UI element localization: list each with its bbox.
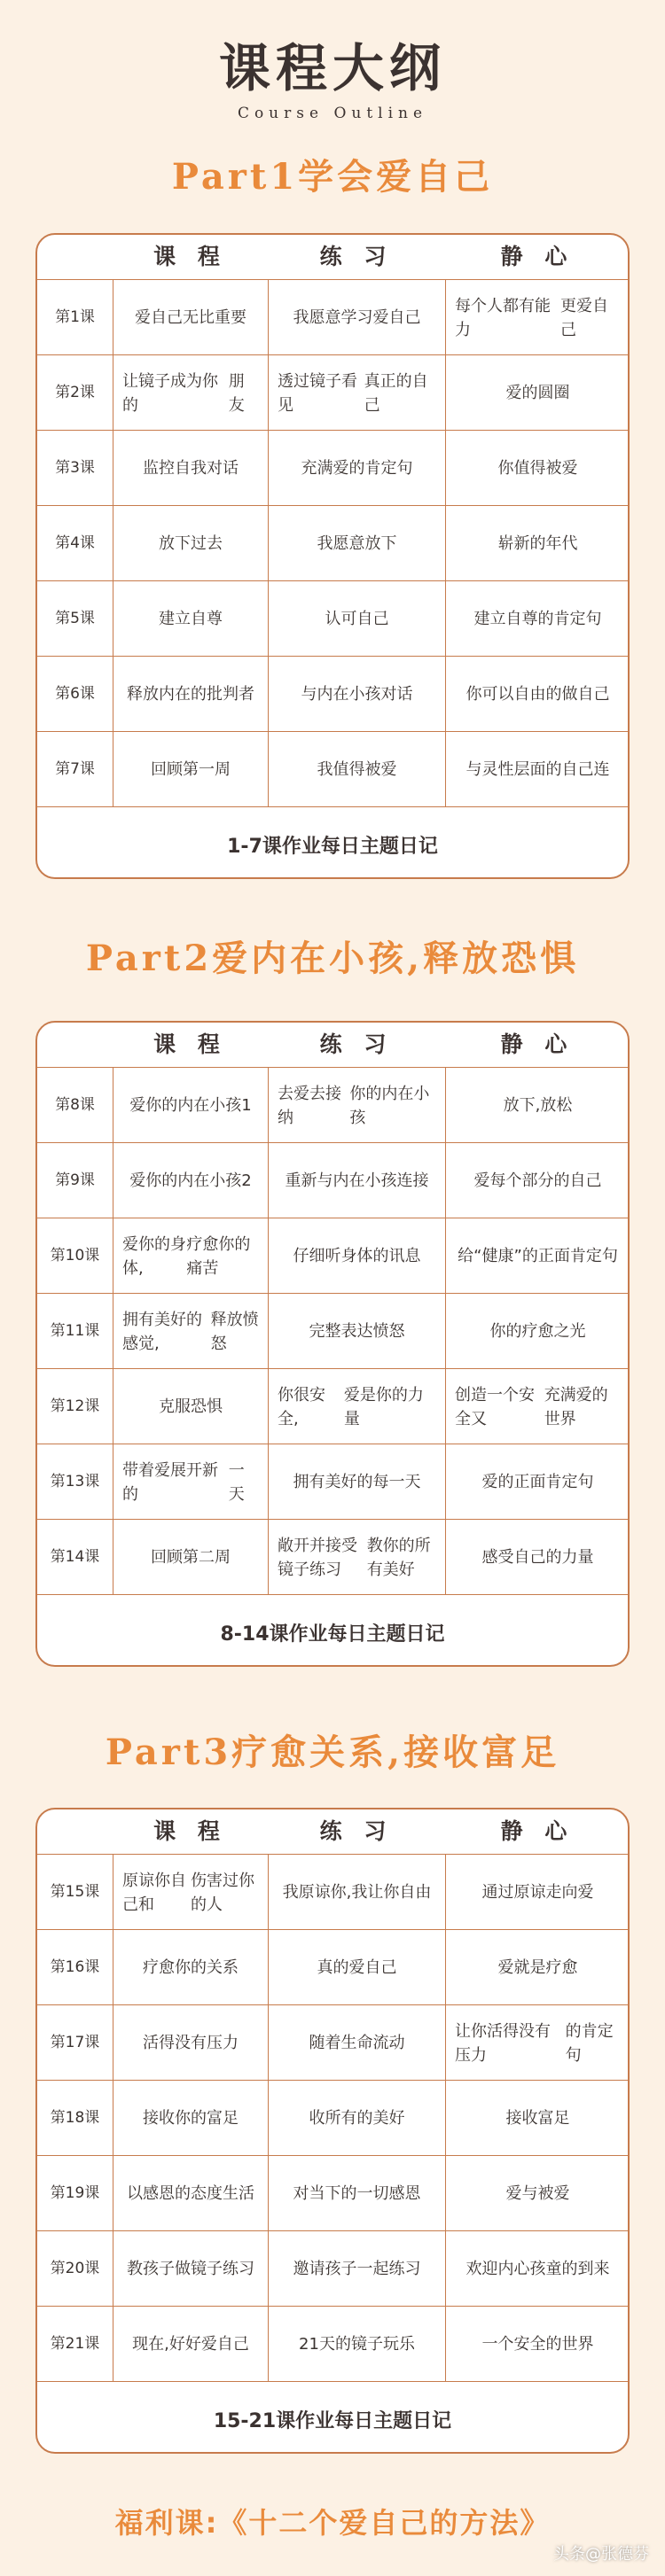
practice-cell [268,1930,445,2005]
homework-footer: 8-14课作业每日主题日记 [37,1594,628,1667]
cell-text-line: 拥有美好的每一天 [293,1473,421,1491]
meditation-cell [445,1930,630,2005]
cell-text-line: 第8课 [55,1096,95,1114]
table-row [37,1293,628,1369]
cell-text-line: 让镜子成为你的 [122,371,218,415]
cell-text-line: 真正的自己 [364,371,428,415]
cell-text-line: 的肯定句 [565,2021,614,2065]
cell-text-line: 教你的所有美好 [366,1536,431,1579]
lesson-number [37,581,113,657]
cell-text-line: 伤害过你的人 [191,1871,254,1914]
column-header: 课 程 [153,1818,227,1844]
course-cell [113,2307,268,2382]
practice-cell [268,1855,445,1930]
table-row [37,1067,628,1143]
table-row [37,1142,628,1218]
table-row [37,2155,628,2231]
cell-text-line: 克服恐惧 [159,1397,223,1416]
practice-cell [268,1520,445,1595]
table-row [37,279,628,355]
course-cell [113,2231,268,2307]
course-table [35,1021,630,1667]
cell-text-line: 监控自我对话 [143,459,239,478]
cell-text-line: 欢迎内心孩童的 [466,2260,578,2278]
lesson-number [37,1930,113,2005]
cell-text-line: 第16课 [50,1958,100,1976]
lesson-number [37,1520,113,1595]
cell-text-line: 第9课 [55,1171,95,1189]
cell-text-line: 带着爱展开新的 [122,1460,218,1504]
table-row [37,731,628,807]
cell-text-line: 认可自己 [325,610,389,628]
cell-text-line: 我让你自由 [351,1883,432,1902]
cell-text-line: 第6课 [55,685,95,703]
practice-cell [268,1143,445,1218]
table-row [37,2230,628,2307]
course-cell [113,1218,268,1294]
cell-text-line: 第3课 [55,459,95,477]
practice-cell [268,1218,445,1294]
cell-text-line: 第15课 [50,1883,100,1901]
cell-text-line: 让你活得没有压力 [455,2021,551,2065]
cell-text-line: 每个人都有能力 [455,296,551,339]
cell-text-line: 爱与被爱 [505,2184,570,2203]
meditation-cell [445,732,630,807]
cell-text-line: 第1课 [55,308,95,326]
course-table [35,233,630,879]
cell-text-line: 第17课 [50,2034,100,2051]
lesson-number [37,657,113,732]
course-cell [113,2081,268,2156]
course-cell [113,2005,268,2081]
meditation-cell [445,506,630,581]
meditation-cell [445,1068,630,1143]
lesson-number [37,1369,113,1444]
meditation-cell [445,1294,630,1369]
cell-text-line: 完整表达愤怒 [309,1322,405,1341]
lesson-number [37,355,113,431]
watermark: 头条@张德芬 [553,2545,649,2564]
page-title: 课程大纲 [218,38,446,98]
table-row [37,1929,628,2005]
column-header: 静 心 [500,1031,575,1057]
cell-text-line: 仔细听身体的讯息 [293,1247,421,1265]
cell-text-line: 与内在小孩对话 [301,685,413,704]
cell-text-line: 重新与内在 [285,1171,365,1190]
practice-cell [268,1444,445,1520]
practice-cell [268,657,445,732]
cell-text-line: 给“健康” [458,1247,522,1265]
lesson-number [37,2307,113,2382]
cell-text-line: 你很安全, [278,1385,325,1428]
lesson-number [37,732,113,807]
cell-text-line: 释放愤怒 [210,1310,259,1353]
practice-cell [268,2081,445,2156]
course-cell [113,657,268,732]
cell-text-line: 你值得被爱 [497,459,578,478]
meditation-cell [445,657,630,732]
column-header: 练 习 [319,1818,394,1844]
meditation-cell [445,1369,630,1444]
cell-text-line: 活得没有压力 [143,2034,239,2052]
cell-text-line: 爱的圆圈 [505,384,570,402]
table-row [37,1444,628,1520]
cell-text-line: 你的内在小孩 [349,1084,430,1127]
cell-text-line: 感受自己的力量 [481,1548,594,1567]
practice-cell [268,2005,445,2081]
practice-cell [268,732,445,807]
lesson-number [37,1444,113,1520]
course-table [35,1808,630,2454]
cell-text-line: 敞开并接受镜子练习 [278,1536,357,1579]
cell-text-line: 到来 [577,2260,610,2278]
cell-text-line: 第14课 [50,1548,100,1566]
meditation-cell [445,2156,630,2231]
meditation-cell [445,2231,630,2307]
cell-text-line: 通过原谅走向爱 [481,1883,594,1902]
meditation-cell [445,355,630,431]
lesson-number [37,506,113,581]
table-row [37,354,628,431]
meditation-cell [445,280,630,355]
cell-text-line: 第7课 [55,760,95,778]
table-row [37,2004,628,2081]
cell-text-line: 原谅你自己和 [122,1871,186,1914]
practice-cell [268,2156,445,2231]
cell-text-line: 朋友 [228,371,245,415]
part-heading: Part1学会爱自己 [171,156,494,198]
cell-text-line: 第18课 [50,2109,100,2127]
cell-text-line: 放下,放松 [503,1096,573,1115]
meditation-cell [445,1218,630,1294]
practice-cell [268,1068,445,1143]
cell-text-line: 接收你的富足 [143,2109,239,2128]
meditation-cell [445,1855,630,1930]
cell-text-line: 我原谅你, [282,1883,352,1902]
cell-text-line: 创造一个安全又 [455,1385,535,1428]
course-cell [113,1930,268,2005]
cell-text-line: 随着生命流动 [309,2034,405,2052]
lesson-number [37,1143,113,1218]
cell-text-line: 爱的正面肯定句 [481,1473,594,1491]
practice-cell [268,280,445,355]
part-heading: Part2爱内在小孩,释放恐惧 [85,938,580,979]
cell-text-line: 第21课 [50,2335,100,2353]
course-cell [113,1855,268,1930]
cell-text-line: 小孩连接 [364,1171,429,1190]
column-header: 练 习 [319,1031,394,1057]
column-header: 课 程 [153,244,227,269]
cell-text-line: 第19课 [50,2184,100,2202]
table-row [37,1368,628,1444]
cell-text-line: 爱自己无比重要 [135,308,246,327]
cell-text-line: 回顾第二周 [151,1548,231,1567]
homework-footer: 15-21课作业每日主题日记 [37,2381,628,2454]
lesson-number [37,2081,113,2156]
cell-text-line: 更爱自己 [560,296,608,339]
cell-text-line: 拥有美好的感觉, [122,1310,202,1353]
cell-text-line: 爱你的内在小孩1 [129,1096,252,1115]
cell-text-line: 建立自尊 [159,610,223,628]
practice-cell [268,1294,445,1369]
page-subtitle: Course Outline [237,105,428,122]
cell-text-line: 收所有的美好 [309,2109,405,2128]
cell-text-line: 一天 [228,1460,245,1504]
cell-text-line: 崭新的年代 [497,534,578,553]
practice-cell [268,581,445,657]
cell-text-line: 现在,好好爱自己 [132,2335,249,2354]
column-header: 静 心 [500,1818,575,1844]
cell-text-line: 第5课 [55,610,95,627]
course-cell [113,1444,268,1520]
lesson-number [37,1855,113,1930]
lesson-number [37,1294,113,1369]
lesson-number [37,280,113,355]
cell-text-line: 自己连 [561,760,610,779]
cell-text-line: 21天的镜子玩乐 [299,2335,415,2354]
practice-cell [268,506,445,581]
cell-text-line: 第4课 [55,534,95,552]
meditation-cell [445,1143,630,1218]
table-row [37,580,628,657]
cell-text-line: 的正面肯定句 [521,1247,618,1265]
cell-text-line: 我值得被爱 [317,760,397,779]
cell-text-line: 放下过去 [159,534,223,553]
cell-text-line: 教孩子做镜子练习 [127,2260,254,2278]
cell-text-line: 爱你的内在小孩2 [129,1171,252,1190]
table-row [37,656,628,732]
cell-text-line: 爱每个部分的自己 [473,1171,602,1190]
course-cell [113,1294,268,1369]
practice-cell [268,1369,445,1444]
course-cell [113,280,268,355]
course-cell [113,2156,268,2231]
cell-text-line: 对当下的一切感恩 [293,2184,421,2203]
course-cell [113,1520,268,1595]
course-cell [113,1143,268,1218]
cell-text-line: 你可以自由的 [466,685,562,704]
homework-footer: 1-7课作业每日主题日记 [37,806,628,879]
lesson-number [37,2156,113,2231]
table-header [37,1023,628,1067]
cell-text-line: 疗愈你的痛苦 [186,1234,251,1278]
cell-text-line: 建立自尊的肯定句 [473,610,602,628]
lesson-number [37,1068,113,1143]
practice-cell [268,431,445,506]
meditation-cell [445,2307,630,2382]
course-cell [113,506,268,581]
cell-text-line: 第11课 [50,1322,100,1340]
cell-text-line: 疗愈你的关系 [143,1958,239,1977]
cell-text-line: 我愿意放下 [317,534,397,553]
cell-text-line: 第20课 [50,2260,100,2277]
part-heading: Part3疗愈关系,接收富足 [105,1732,560,1773]
cell-text-line: 我愿意学习爱自己 [293,308,421,327]
course-cell [113,1068,268,1143]
cell-text-line: 邀请孩子一起练习 [293,2260,421,2278]
cell-text-line: 第10课 [50,1247,100,1265]
cell-text-line: 爱就是疗愈 [497,1958,578,1977]
cell-text-line: 与灵性层面的 [466,760,562,779]
table-header [37,1809,628,1854]
cell-text-line: 以感恩的态度生活 [127,2184,254,2203]
cell-text-line: 释放内在的批判者 [127,685,254,704]
bonus-course: 福利课:《十二个爱自己的方法》 [114,2506,551,2540]
meditation-cell [445,2005,630,2081]
meditation-cell [445,2081,630,2156]
meditation-cell [445,581,630,657]
practice-cell [268,2307,445,2382]
meditation-cell [445,431,630,506]
meditation-cell [445,1520,630,1595]
cell-text-line: 回顾第一周 [151,760,231,779]
cell-text-line: 真的爱自己 [317,1958,397,1977]
table-row [37,1218,628,1294]
lesson-number [37,2231,113,2307]
table-row [37,2080,628,2156]
cell-text-line: 第2课 [55,384,95,401]
table-row [37,2306,628,2382]
cell-text-line: 你的疗愈之光 [489,1322,586,1341]
cell-text-line: 去爱去接纳 [278,1084,341,1127]
column-header: 静 心 [500,244,575,269]
cell-text-line: 透过镜子看见 [278,371,357,415]
cell-text-line: 充满爱的肯定句 [301,459,413,478]
cell-text-line: 做自己 [561,685,610,704]
cell-text-line: 第13课 [50,1473,100,1490]
cell-text-line: 爱你的身体, [122,1234,186,1278]
table-row [37,430,628,506]
lesson-number [37,431,113,506]
cell-text-line: 接收富足 [505,2109,570,2128]
course-cell [113,732,268,807]
practice-cell [268,2231,445,2307]
cell-text-line: 一个安全的世界 [481,2335,594,2354]
course-cell [113,1369,268,1444]
column-header: 课 程 [153,1031,227,1057]
course-cell [113,355,268,431]
column-header: 练 习 [319,244,394,269]
course-cell [113,581,268,657]
practice-cell [268,355,445,431]
cell-text-line: 第12课 [50,1397,100,1415]
table-row [37,505,628,581]
lesson-number [37,2005,113,2081]
table-row [37,1854,628,1930]
cell-text-line: 充满爱的世界 [544,1385,608,1428]
lesson-number [37,1218,113,1294]
cell-text-line: 爱是你的力量 [343,1385,424,1428]
table-row [37,1519,628,1595]
table-header [37,235,628,279]
course-cell [113,431,268,506]
meditation-cell [445,1444,630,1520]
